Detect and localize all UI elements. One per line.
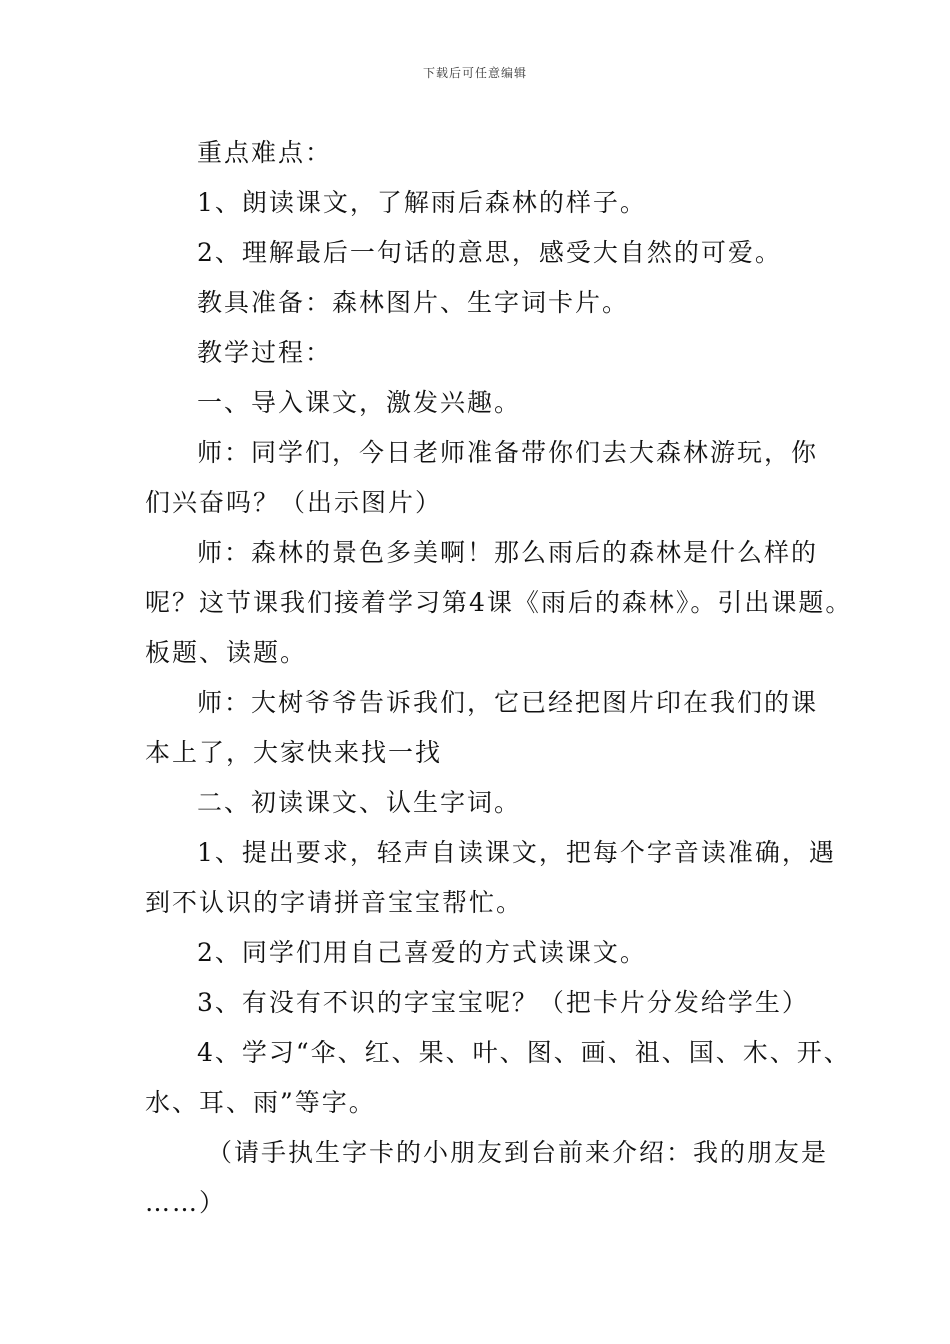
text-line-9: 师：森林的景色多美啊！那么雨后的森林是什么样的 [197, 538, 819, 567]
text-line-15: 1、提出要求，轻声自读课文，把每个字音读准确，遇 [197, 838, 836, 867]
text-line-6: 一、导入课文，激发兴趣。 [197, 388, 522, 417]
text-line-3: 2、理解最后一句话的意思，感受大自然的可爱。 [197, 238, 782, 267]
text-line-16: 到不认识的字请拼音宝宝帮忙。 [145, 888, 524, 917]
text-line-18: 3、有没有不识的字宝宝呢？（把卡片分发给学生） [197, 988, 809, 1017]
text-line-21: （请手执生字卡的小朋友到台前来介绍：我的朋友是 [207, 1138, 829, 1167]
text-line-8: 们兴奋吗？（出示图片） [145, 488, 443, 517]
text-line-4: 教具准备：森林图片、生字词卡片。 [197, 288, 630, 317]
text-line-22: ……） [145, 1188, 227, 1217]
text-line-10: 呢？这节课我们接着学习第4课《雨后的森林》。引出课题。 [145, 588, 853, 617]
document-body [145, 128, 853, 1228]
text-line-20: 水、耳、雨”等字。 [145, 1088, 376, 1117]
text-line-11: 板题、读题。 [145, 638, 308, 667]
text-line-14: 二、初读课文、认生字词。 [197, 788, 522, 817]
text-line-1: 重点难点： [197, 138, 333, 167]
header-note: 下载后可任意编辑 [422, 66, 527, 80]
text-line-7: 师：同学们，今日老师准备带你们去大森林游玩，你 [197, 438, 819, 467]
text-line-2: 1、朗读课文，了解雨后森林的样子。 [197, 188, 647, 217]
text-line-12: 师：大树爷爷告诉我们，它已经把图片印在我们的课 [197, 688, 819, 717]
text-line-13: 本上了，大家快来找一找 [145, 738, 443, 767]
text-line-17: 2、同学们用自己喜爱的方式读课文。 [197, 938, 647, 967]
text-line-5: 教学过程： [197, 338, 333, 367]
text-line-19: 4、学习“伞、红、果、叶、图、画、祖、国、木、开、 [197, 1038, 851, 1067]
